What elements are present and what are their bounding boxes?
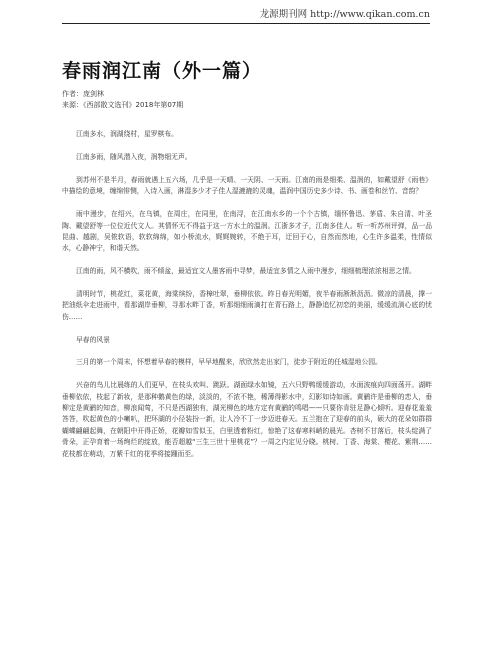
paragraph: 雨中漫步，在绍兴，在乌镇，在周庄，在同里，在南浔，在江南水乡的一个个古镇，缅怀鲁迅、茅盾、朱自清、叶圣陶、戴望舒等一位位近代文人。其情怀无不得益于这一方水土的温润。江浙多才子，江南多佳人。听一听苏州评弹，品一品昆曲、越剧，吴侬软语，软软绵绵，如小桥流水，娓娓婉转，不绝于耳，迂回于心，自然而然地，心生许多温柔，性情似水，心静神宁，和谐天然。 — [62, 210, 432, 253]
paragraph: 江南多水，润湖绕村，星罗棋布。 — [76, 130, 178, 139]
paragraph: 清明时节，桃花红，菜花黄，海棠缤纷，香樟吐翠，垂柳依依。昨日春光明媚，夜半春雨淅淅沥沥。微凉的清晨，撑一把油纸伞走进雨中，看那湖岸垂柳，寻那水畔丁香，听那细细雨滴打在青石路上，静静追忆初恋的美丽，缓缓流淌心底的忧伤…… — [62, 290, 432, 321]
article-author: 作者：庞剑林 — [62, 90, 104, 98]
site-header: 龙源期刊网 http://www.qikan.com.cn — [259, 9, 430, 20]
article-source: 来源：《西部散文选刊》2018年第07期 — [62, 101, 184, 109]
paragraph: 江南的雨，风不横吹，雨不倾盆，最适宜文人墨客雨中寻梦，最适宜多情之人雨中漫步，细细梳理浓浓相思之情。 — [76, 267, 416, 276]
header-divider — [62, 23, 430, 24]
paragraph: 到苏州不是半月，春雨就遇上五六场，几乎是一天晴、一天阴、一天雨。江南的雨是细柔、温润的，如戴望舒《雨巷》中描绘的意境，缠绵悱恻，入诗入画，淋湿多少才子佳人湿漉漉的灵魂，温润中国历史多少诗、书、画卷和丝竹、音韵？ — [62, 175, 432, 196]
paragraph: 兴奋的鸟儿比晨练的人们更早，在枝头欢叫、跳跃。湖面绿水如镜，五六只野鸭缓缓游动，水面波痕向四面荡开。湖畔垂柳依依，枝起了新妆，是那种鹅黄色的绿，淡淡的，不浓不艳，稀薄得影水中，幻影如诗如画。黄鹂许是垂柳的恋人，垂柳定是黄鹂的知音，柳浪闻莺，不只是西湖独有，湖光柳色的地方定有黄鹂的鸣唱——只要你肯驻足静心倾听。迎春花羞羞答答，吹起黄色的小喇叭，把环湖的小径装扮一新，让人冷不丁一步迈进春天。五兰抱在了迎春的前头，硕大的花朵如群群蝴蝶翩翩起舞，在朝阳中开得正娇，花瓣如雪似玉，白里透着粉红，惊艳了这春寒料峭的晨光。杏树不甘落后，枝头绽满了骨朵，正孕育着一场绚烂的绽放，能否超越“三生三世十里桃花”？一周之内定见分晓。桃树、丁香、海棠、樱花、紫荆……花枝都在萌动，万紫千红的花季将接踵而至。 — [62, 381, 432, 458]
paragraph: 江南多雨，随风潜入夜，润物细无声。 — [76, 153, 192, 162]
section-heading: 早春的风景 — [76, 335, 110, 344]
paragraph: 三月的第一个周末，怀想着早春的模样，早早地醒来，欣欣然走出家门，徒步于附近的任城湿地公园。 — [76, 358, 382, 367]
article-title: 春雨润江南（外一篇） — [62, 60, 263, 82]
article-body — [62, 118, 432, 460]
